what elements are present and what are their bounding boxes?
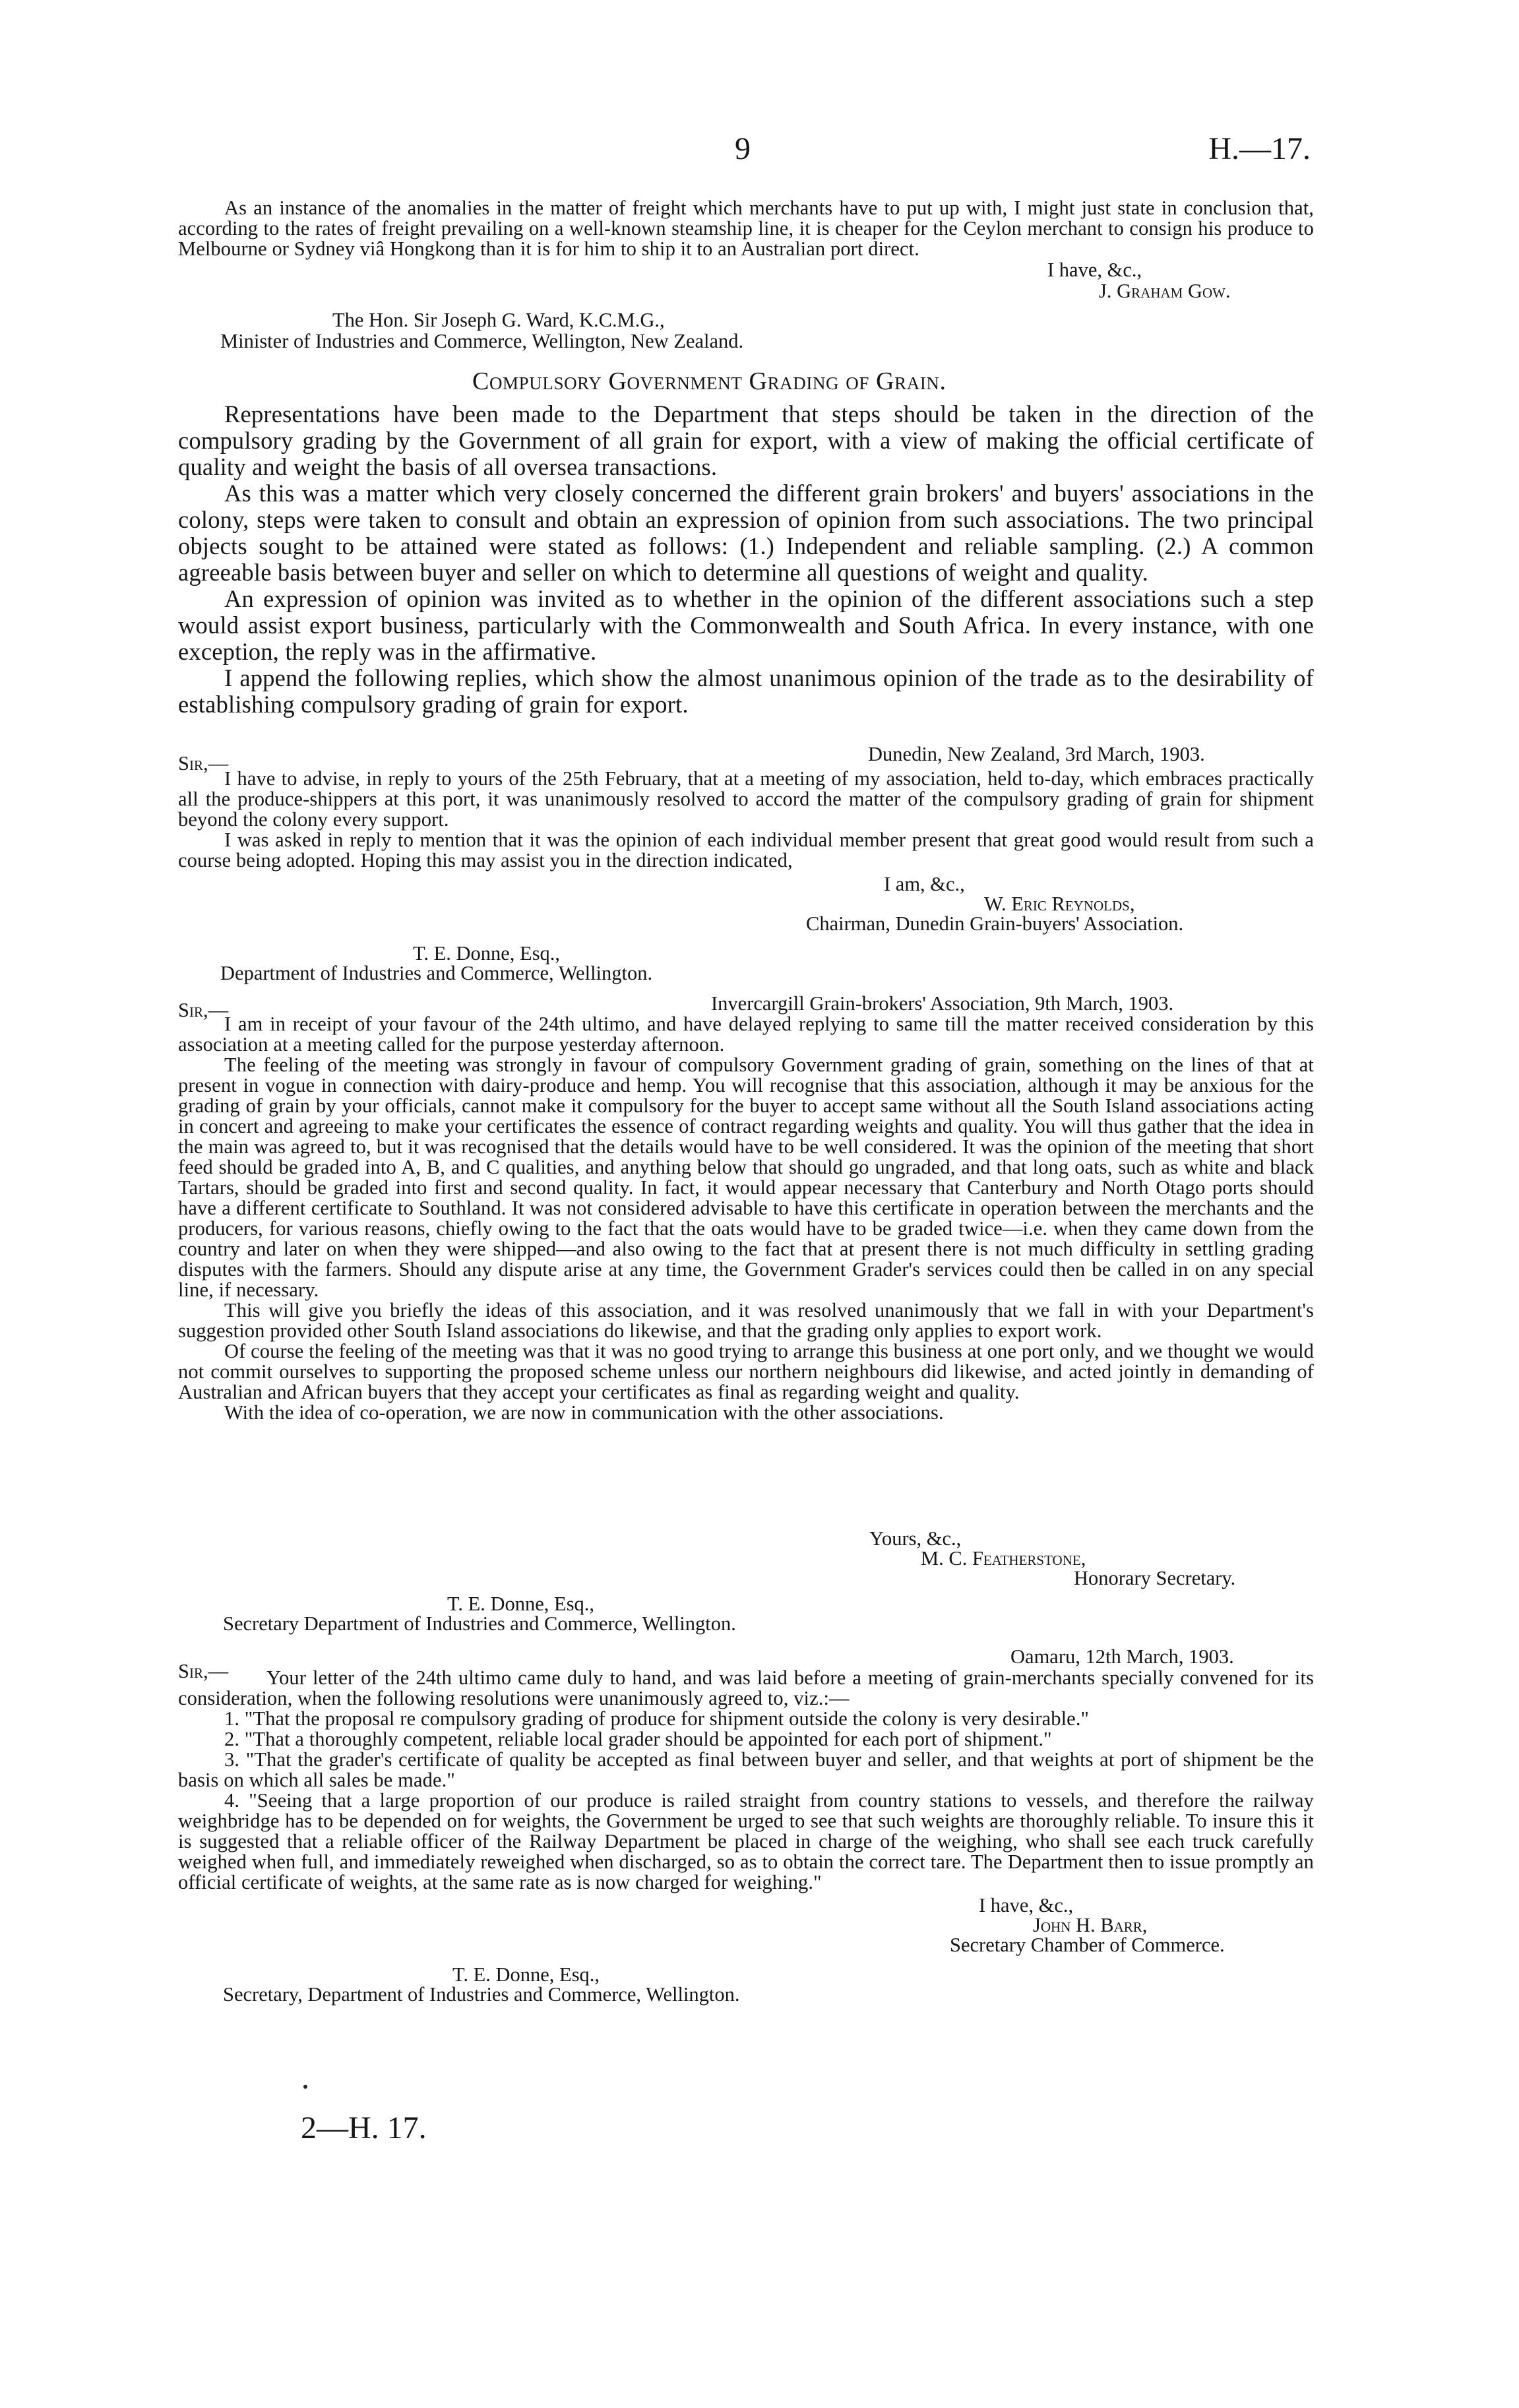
- oamaru-closing: I have, &c.,: [979, 1894, 1074, 1917]
- oamaru-dateline: Oamaru, 12th March, 1903.: [1010, 1645, 1234, 1668]
- oamaru-resolution: 4. "Seeing that a large proportion of our produce is railed straight from country stations to vessels, and therefore the railway weighbridge has to be depended on for weights, the Government be urged to see that such weights are thoroughly reliable. To insure this it is suggested that a reliable officer of the Railway Department be placed in charge of the weighing, who shall see each truck carefully weighed when full, and immediately reweighed when discharged, so as to obtain the correct tare. The Department then to issue promptly an official certificate of weights, at the same rate as is now charged for weighing.": [178, 1789, 1314, 1893]
- intro-letter-addressee-title: Minister of Industries and Commerce, Wellington, New Zealand.: [220, 330, 744, 352]
- oamaru-intro: Your letter of the 24th ultimo came duly to hand, and was laid before a meeting of grain-merchants specially convened for its consideration, when the following resolutions were unanimously agreed to, viz.:—: [178, 1666, 1314, 1709]
- invercargill-paragraph: With the idea of co-operation, we are now in communication with the other associations.: [224, 1401, 944, 1424]
- dunedin-signature: W. Eric Reynolds,: [984, 893, 1135, 915]
- dunedin-signature-title: Chairman, Dunedin Grain-buyers' Association.: [806, 912, 1184, 935]
- dunedin-addressee-title: Department of Industries and Commerce, Wellington.: [220, 962, 653, 984]
- oamaru-addressee-name: T. E. Donne, Esq.,: [452, 1963, 600, 1986]
- invercargill-signature: M. C. Featherstone,: [921, 1547, 1086, 1569]
- oamaru-resolution: 1. "That the proposal re compulsory grading of produce for shipment outside the colony is very desirable.": [224, 1707, 1090, 1730]
- oamaru-resolution: 2. "That a thoroughly competent, reliable local grader should be appointed for each port of shipment.": [224, 1728, 1052, 1750]
- invercargill-salutation: Sir,—: [178, 999, 229, 1021]
- dunedin-salutation: Sir,—: [178, 752, 229, 775]
- dunedin-paragraph: I have to advise, in reply to yours of the 25th February, that at a meeting of my association, held to-day, which embraces practically all the produce-shippers at this port, it was unanimously resolved to accord the matter of the compulsory grading of grain for shipment beyond the colony every support.: [178, 767, 1314, 831]
- oamaru-resolution: 3. "That the grader's certificate of quality be accepted as final between buyer and seller, and that weights at port of shipment be the basis on which all sales be made.": [178, 1748, 1314, 1791]
- section-title: Compulsory Government Grading of Grain.: [472, 367, 946, 395]
- document-code: H.—17.: [1208, 131, 1311, 166]
- section-paragraph: As this was a matter which very closely concerned the different grain brokers' and buyers' associations in the colony, steps were taken to consult and obtain an expression of opinion from such associations. The two principal objects sought to be attained were stated as follows: (1.) Independent and reliable sampling. (2.) A common agreeable basis between buyer and seller on which to determine all questions of weight and quality.: [178, 480, 1314, 586]
- section-paragraph: Representations have been made to the Department that steps should be taken in the direction of the compulsory grading by the Government of all grain for export, with a view of making the official certificate of quality and weight the basis of all oversea transactions.: [178, 400, 1314, 480]
- intro-letter-addressee-name: The Hon. Sir Joseph G. Ward, K.C.M.G.,: [332, 309, 665, 331]
- oamaru-body: [178, 1668, 1314, 1893]
- section-paragraph: I append the following replies, which show the almost unanimous opinion of the trade as to the desirability of establishing compulsory grading of grain for export.: [178, 664, 1314, 718]
- footer-signature-mark: 2—H. 17.: [301, 2110, 427, 2145]
- oamaru-signature-title: Secretary Chamber of Commerce.: [950, 1934, 1225, 1956]
- oamaru-salutation: Sir,—: [178, 1660, 229, 1682]
- oamaru-signature: John H. Barr,: [1033, 1914, 1148, 1936]
- footer-dot: [303, 2085, 307, 2089]
- dunedin-dateline: Dunedin, New Zealand, 3rd March, 1903.: [868, 743, 1205, 765]
- page-number: 9: [735, 131, 751, 166]
- intro-letter-closing: I have, &c.,: [1047, 259, 1142, 281]
- invercargill-signature-title: Honorary Secretary.: [1074, 1567, 1236, 1589]
- invercargill-closing: Yours, &c.,: [869, 1527, 962, 1550]
- invercargill-paragraph: I am in receipt of your favour of the 24th ultimo, and have delayed replying to same till the matter received consideration by this association at a meeting called for the purpose yesterday afternoon.: [178, 1013, 1314, 1056]
- section-body: [178, 401, 1314, 718]
- invercargill-body: [178, 1014, 1314, 1423]
- dunedin-paragraph: I was asked in reply to mention that it was the opinion of each individual member present that great good would result from such a course being adopted. Hoping this may assist you in the direction indicated,: [178, 829, 1314, 871]
- dunedin-addressee-name: T. E. Donne, Esq.,: [413, 942, 561, 965]
- oamaru-addressee-title: Secretary, Department of Industries and Commerce, Wellington.: [223, 1983, 740, 2006]
- invercargill-paragraph: This will give you briefly the ideas of this association, and it was resolved unanimously that we fall in with your Department's suggestion provided other South Island associations do likewise, and that the grading only applies to export work.: [178, 1299, 1314, 1342]
- dunedin-body: [178, 769, 1314, 871]
- intro-letter-signature: J. Graham Gow.: [1099, 280, 1231, 302]
- invercargill-addressee-name: T. E. Donne, Esq.,: [447, 1593, 595, 1615]
- intro-letter-body: As an instance of the anomalies in the matter of freight which merchants have to put up with, I might just state in conclusion that, according to the rates of freight prevailing on a well-known steamship line, it is cheaper for the Ceylon merchant to consign his produce to Melbourne or Sydney viâ Hongkong than it is for him to ship it to an Australian port direct.: [178, 197, 1314, 260]
- dunedin-closing: I am, &c.,: [884, 873, 965, 895]
- invercargill-paragraph: Of course the feeling of the meeting was that it was no good trying to arrange this business at one port only, and we thought we would not commit ourselves to supporting the proposed scheme unless our northern neighbours did likewise, and acted jointly in demanding of Australian and African buyers that they accept your certificates as final as regarding weight and quality.: [178, 1340, 1314, 1403]
- invercargill-addressee-title: Secretary Department of Industries and Commerce, Wellington.: [223, 1612, 736, 1635]
- invercargill-dateline: Invercargill Grain-brokers' Association, 9th March, 1903.: [711, 992, 1174, 1015]
- section-paragraph: An expression of opinion was invited as to whether in the opinion of the different associations such a step would assist export business, particularly with the Commonwealth and South Africa. In every instance, with one exception, the reply was in the affirmative.: [178, 585, 1314, 665]
- invercargill-paragraph: The feeling of the meeting was strongly in favour of compulsory Government grading of grain, something on the lines of that at present in vogue in connection with dairy-produce and hemp. You will recognise that this association, although it may be anxious for the grading of grain by your officials, cannot make it compulsory for the buyer to accept same without all the South Island associations acting in concert and agreeing to make your certificates the essence of contract regarding weights and quality. You will thus gather that the idea in the main was agreed to, but it was recognised that the details would have to be well considered. It was the opinion of the meeting that short feed should be graded into A, B, and C qualities, and anything below that should go ungraded, and that long oats, such as white and black Tartars, should be graded into first and second quality. In fact, it would appear necessary that Canterbury and North Otago ports should have a different certificate to Southland. It was not considered advisable to have this certificate in operation between the merchants and the producers, for various reasons, chiefly owing to the fact that the oats would have to be graded twice—i.e. when they came down from the country and later on when they were shipped—and also owing to the fact that at present there is not much difficulty in settling grading disputes with the farmers. Should any dispute arise at any time, the Government Grader's services could then be called in on any special line, if necessary.: [178, 1054, 1314, 1301]
